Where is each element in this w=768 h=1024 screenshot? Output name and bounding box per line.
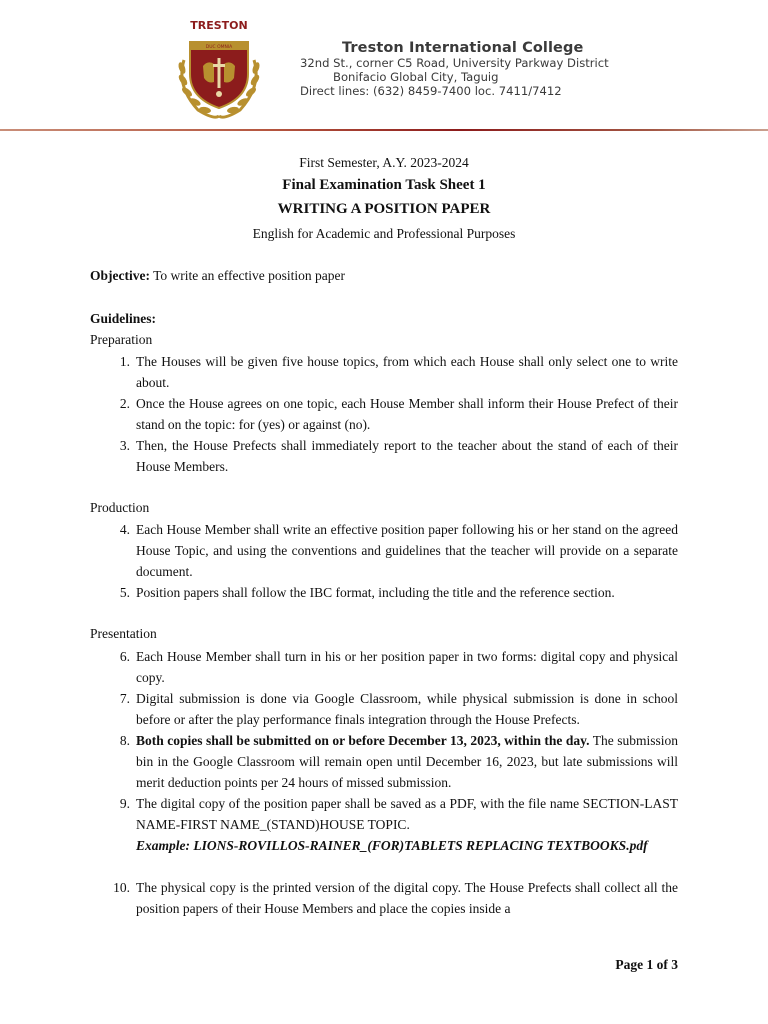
item-number: 7. — [119, 691, 130, 706]
document-title: Final Examination Task Sheet 1 — [282, 177, 486, 193]
item-text: The Houses will be given five house topics, from which each House shall only select one to write about. — [136, 354, 678, 390]
item-number: 8. — [119, 733, 130, 748]
direct-lines: Direct lines: (632) 8459-7400 loc. 7411/7412 — [300, 84, 562, 98]
item-number: 2. — [119, 396, 130, 411]
file-name-example: Example: LIONS-ROVILLOS-RAINER_(FOR)TABLETS REPLACING TEXTBOOKS.pdf — [136, 838, 648, 853]
section-production: Production — [90, 500, 150, 515]
list-item — [112, 582, 678, 603]
file-name-rule: The digital copy of the position paper shall be saved as a PDF, with the file name SECTION-LAST NAME-FIRST NAME_(STAND)HOUSE TOPIC. — [136, 796, 678, 832]
item-text: Each House Member shall write an effective position paper following his or her stand on the agreed House Topic, and using the conventions and guidelines that the teacher will provide on a separate document. — [136, 522, 678, 579]
item-number: 3. — [119, 438, 130, 453]
college-info — [300, 40, 609, 98]
item-number: 6. — [119, 649, 130, 664]
item-text: Once the House agrees on one topic, each House Member shall inform their House Prefect of their stand on the topic: for (yes) or against (no). — [136, 396, 678, 432]
list-item — [112, 435, 678, 477]
section-presentation: Presentation — [90, 626, 157, 641]
list-item — [112, 646, 678, 688]
letterhead — [0, 0, 768, 132]
objective-text: To write an effective position paper — [149, 268, 345, 283]
list-item — [112, 519, 678, 582]
item-deadline-emphasis: Both copies shall be submitted on or before December 13, 2023, within the day. — [136, 733, 590, 748]
guidelines-heading: Guidelines: — [90, 311, 157, 326]
list-item — [112, 393, 678, 435]
address-line-2: Bonifacio Global City, Taguig — [333, 70, 499, 84]
item-text — [136, 793, 678, 856]
subject-name: English for Academic and Professional Purposes — [252, 226, 516, 241]
page-number: Page 1 of 3 — [615, 957, 678, 972]
item-number: 1. — [119, 354, 130, 369]
item-text: Position papers shall follow the IBC format, including the title and the reference section. — [136, 585, 615, 600]
college-name: Treston International College — [342, 40, 584, 56]
logo-text: TRESTON — [190, 19, 248, 32]
item-text: Each House Member shall turn in his or her position paper in two forms: digital copy and physical copy. — [136, 649, 678, 685]
semester: First Semester, A.Y. 2023-2024 — [299, 155, 469, 170]
header-divider — [0, 129, 768, 131]
section-preparation: Preparation — [90, 332, 153, 347]
college-crest-logo — [170, 16, 268, 120]
item-text — [136, 730, 678, 793]
list-item — [112, 877, 678, 919]
item-number: 10. — [113, 880, 130, 895]
logo-motto: DUC OMNIA — [205, 45, 233, 50]
list-item — [112, 351, 678, 393]
objective — [90, 268, 345, 284]
item-text: Digital submission is done via Google Classroom, while physical submission is done in school before or after the play performance finals integration through the House Prefects. — [136, 691, 678, 727]
item-text: Then, the House Prefects shall immediately report to the teacher about the stand of each of their House Members. — [136, 438, 678, 474]
list-item — [112, 730, 678, 793]
list-item — [112, 793, 678, 856]
item-deadline-text: The submission bin in the Google Classroom will remain open until December 16, 2023, but late submissions will merit deduction points per 24 hours of missed submission. — [136, 733, 678, 790]
address-line-1: 32nd St., corner C5 Road, University Parkway District — [300, 56, 609, 70]
item-number: 5. — [119, 585, 130, 600]
item-number: 4. — [119, 522, 130, 537]
objective-label: Objective: — [90, 268, 150, 283]
item-number: 9. — [119, 796, 130, 811]
item-text: The physical copy is the printed version of the digital copy. The House Prefects shall collect all the position papers of their House Members and place the copies inside a — [136, 880, 678, 916]
document-subtitle: WRITING A POSITION PAPER — [277, 201, 491, 217]
list-item — [112, 688, 678, 730]
